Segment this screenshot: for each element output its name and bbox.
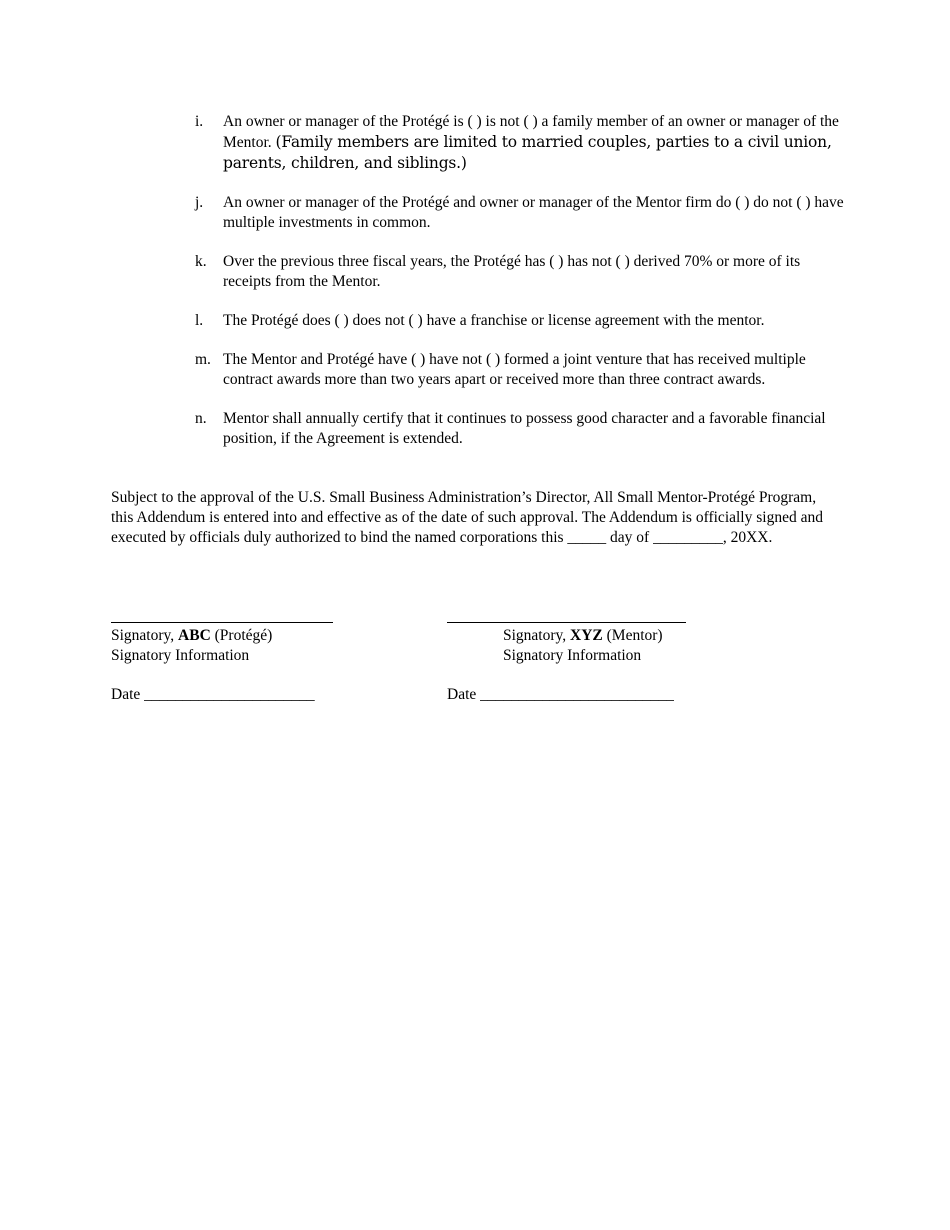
list-marker: n. <box>195 410 207 427</box>
protege-signatory-prefix: Signatory, <box>111 627 179 644</box>
mentor-signatory-prefix: Signatory, <box>503 627 571 644</box>
protege-company-name: ABC <box>178 627 211 644</box>
list-item <box>195 252 845 292</box>
list-marker: k. <box>195 253 207 270</box>
protege-signature-line <box>111 622 333 623</box>
protege-date-field: Date ______________________ <box>111 686 315 703</box>
mentor-signatory-info: Signatory Information <box>503 647 642 664</box>
list-item <box>195 193 845 233</box>
list-marker: m. <box>195 351 211 368</box>
list-item-text: The Protégé does ( ) does not ( ) have a franchise or license agreement with the mentor. <box>223 312 765 329</box>
list-marker: i. <box>195 113 204 130</box>
approval-paragraph: Subject to the approval of the U.S. Small Business Administration’s Director, All Small Mentor-Protégé Program, this Addendum is entered into and effective as of the date of such approval. The Addendum is officially signed and executed by officials duly authorized to bind the named corporations this _____ day of _________, 20XX. <box>111 489 823 546</box>
list-marker: j. <box>195 194 204 211</box>
protege-signatory-label <box>111 626 272 646</box>
mentor-role: (Mentor) <box>602 627 663 644</box>
mentor-signature-line <box>447 622 686 623</box>
list-item-text <box>223 112 845 174</box>
list-marker: l. <box>195 312 204 329</box>
protege-role: (Protégé) <box>210 627 273 644</box>
list-item-text: An owner or manager of the Protégé and owner or manager of the Mentor firm do ( ) do not ( ) have multiple investments in common. <box>223 194 844 231</box>
list-item-text: Mentor shall annually certify that it continues to possess good character and a favorable financial position, if the Agreement is extended. <box>223 410 826 447</box>
list-item-text: The Mentor and Protégé have ( ) have not ( ) formed a joint venture that has received multiple contract awards more than two years apart or received more than three contract awards. <box>223 351 806 388</box>
mentor-signatory-label <box>503 626 663 646</box>
certification-list <box>195 112 845 468</box>
list-item <box>195 350 845 390</box>
family-question-text: An owner or manager of the Protégé is ( ) is not ( ) a family member of an owner or manager of the Mentor. <box>223 113 839 151</box>
mentor-date-field: Date _________________________ <box>447 686 674 703</box>
list-item-text: Over the previous three fiscal years, the Protégé has ( ) has not ( ) derived 70% or more of its receipts from the Mentor. <box>223 253 801 290</box>
list-item <box>195 311 845 331</box>
protege-signatory-info: Signatory Information <box>111 647 250 664</box>
list-item <box>195 112 845 174</box>
family-definition-note: (Family members are limited to married couples, parties to a civil union, parents, children, and siblings.) <box>223 133 832 172</box>
list-item <box>195 409 845 449</box>
mentor-company-name: XYZ <box>570 627 603 644</box>
